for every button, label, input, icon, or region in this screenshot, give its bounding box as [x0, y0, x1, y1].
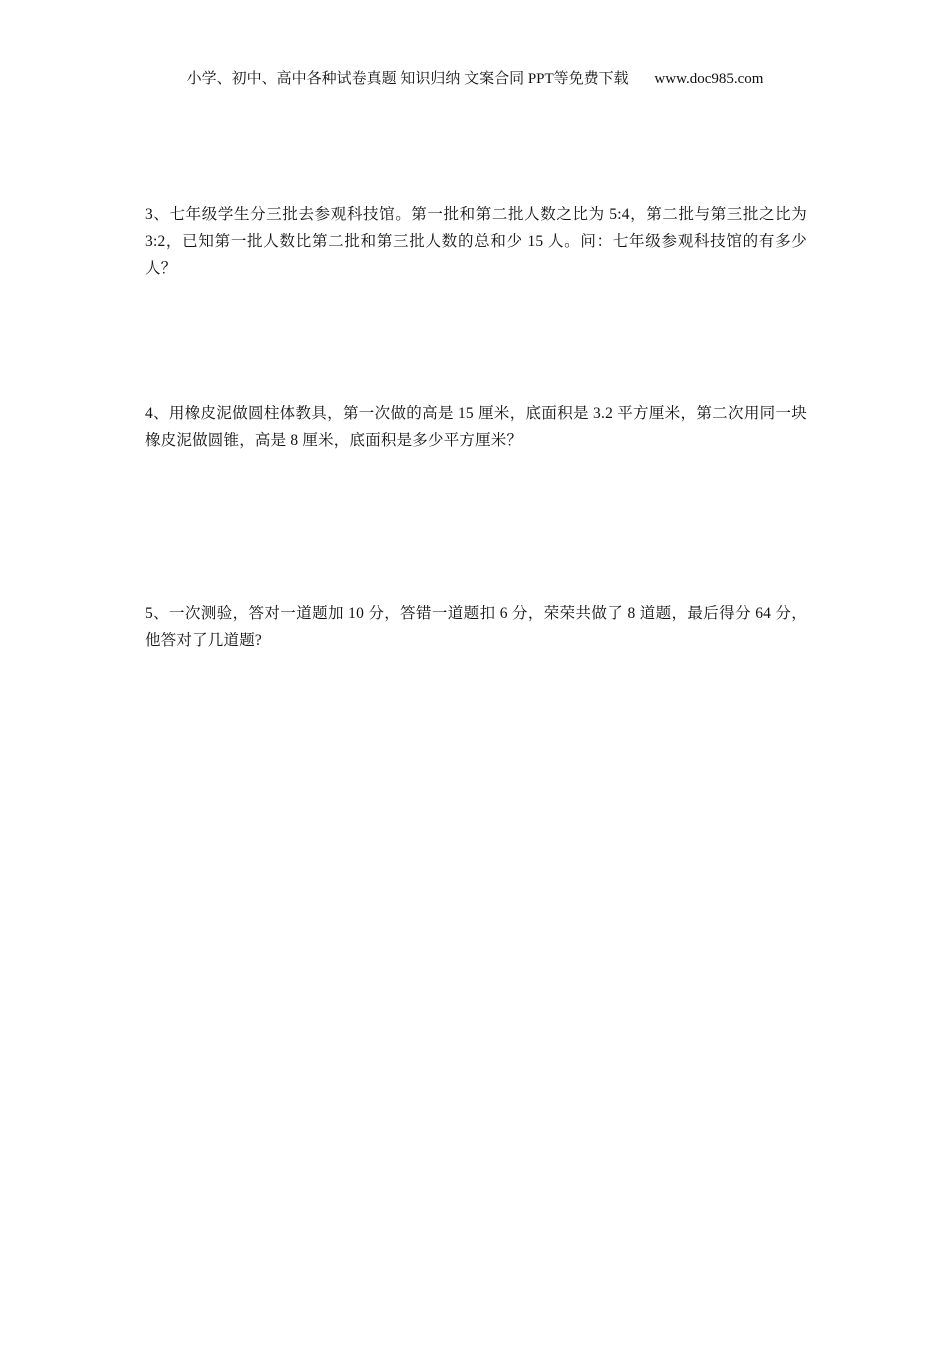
question-number: 3、 — [145, 206, 170, 223]
question-text: 用橡皮泥做圆柱体教具，第一次做的高是 15 厘米，底面积是 3.2 平方厘米，第二次用同一块橡皮泥做圆锥，高是 8 厘米，底面积是多少平方厘米？ — [145, 405, 807, 449]
question-4 — [145, 400, 807, 454]
page-header — [0, 68, 950, 90]
question-3 — [145, 201, 807, 282]
header-site-link[interactable]: www.doc985.com — [654, 71, 764, 87]
question-text: 七年级学生分三批去参观科技馆。第一批和第二批人数之比为 5:4，第二批与第三批之比为 3:2，已知第一批人数比第二批和第三批人数的总和少 15 人。问：七年级参观科技馆的有多少人？ — [145, 206, 807, 277]
question-number: 4、 — [145, 405, 169, 422]
question-number: 5、 — [145, 605, 170, 622]
question-text: 一次测验，答对一道题加 10 分，答错一道题扣 6 分，荣荣共做了 8 道题，最后得分 64 分，他答对了几道题? — [145, 605, 807, 649]
header-text: 小学、初中、高中各种试卷真题 知识归纳 文案合同 PPT等免费下载 — [186, 71, 629, 87]
question-5 — [145, 600, 807, 654]
